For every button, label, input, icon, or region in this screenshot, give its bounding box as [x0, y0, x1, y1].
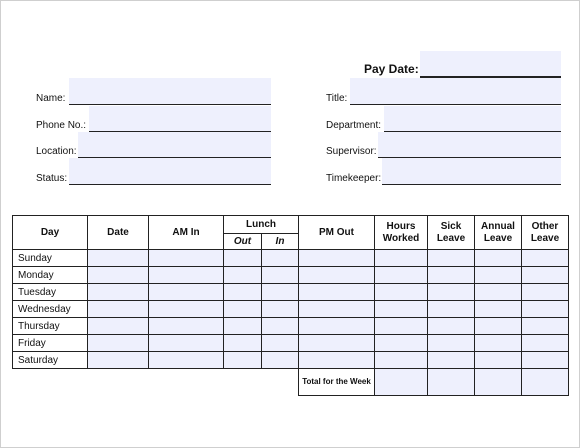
phone-field[interactable]	[89, 106, 271, 132]
pm-out-cell[interactable]	[299, 284, 375, 301]
table-row	[13, 335, 569, 352]
lunch-in-cell[interactable]	[262, 267, 299, 284]
sick-leave-cell[interactable]	[428, 284, 475, 301]
sick-leave-cell[interactable]	[428, 352, 475, 369]
department-label: Department:	[326, 120, 382, 131]
am-in-cell[interactable]	[149, 352, 224, 369]
supervisor-field[interactable]	[378, 132, 561, 158]
col-header-pm-out: PM Out	[299, 216, 375, 250]
table-row	[13, 301, 569, 318]
sick-leave-cell[interactable]	[428, 267, 475, 284]
am-in-cell[interactable]	[149, 267, 224, 284]
annual-leave-cell[interactable]	[475, 284, 522, 301]
lunch-in-cell[interactable]	[262, 250, 299, 267]
timesheet-body	[13, 250, 569, 396]
total-for-week-label: Total for the Week	[299, 369, 375, 396]
date-cell[interactable]	[88, 301, 149, 318]
date-cell[interactable]	[88, 250, 149, 267]
col-header-lunch-in: In	[262, 234, 299, 250]
table-row	[13, 284, 569, 301]
lunch-in-cell[interactable]	[262, 318, 299, 335]
annual-leave-cell[interactable]	[475, 335, 522, 352]
sick-leave-cell[interactable]	[428, 250, 475, 267]
col-header-date: Date	[88, 216, 149, 250]
date-cell[interactable]	[88, 267, 149, 284]
pay-date-label: Pay Date:	[364, 62, 419, 76]
table-row	[13, 250, 569, 267]
other-leave-cell[interactable]	[522, 284, 569, 301]
title-label: Title:	[326, 93, 348, 104]
hours-worked-cell[interactable]	[375, 267, 428, 284]
am-in-cell[interactable]	[149, 284, 224, 301]
phone-label: Phone No.:	[36, 120, 87, 131]
timesheet-table	[12, 215, 569, 396]
date-cell[interactable]	[88, 284, 149, 301]
table-row	[13, 352, 569, 369]
annual-leave-cell[interactable]	[475, 250, 522, 267]
lunch-out-cell[interactable]	[224, 318, 262, 335]
annual-leave-cell[interactable]	[475, 318, 522, 335]
other-leave-cell[interactable]	[522, 301, 569, 318]
hours-worked-cell[interactable]	[375, 284, 428, 301]
sick-leave-cell[interactable]	[428, 318, 475, 335]
supervisor-label: Supervisor:	[326, 146, 377, 157]
hours-worked-cell[interactable]	[375, 250, 428, 267]
title-field[interactable]	[350, 78, 561, 105]
annual-leave-cell[interactable]	[475, 301, 522, 318]
pm-out-cell[interactable]	[299, 318, 375, 335]
day-label: Tuesday	[13, 284, 88, 301]
pm-out-cell[interactable]	[299, 301, 375, 318]
day-label: Saturday	[13, 352, 88, 369]
col-header-annual-leave: Annual Leave	[475, 216, 522, 250]
lunch-out-cell[interactable]	[224, 284, 262, 301]
day-label: Monday	[13, 267, 88, 284]
day-label: Wednesday	[13, 301, 88, 318]
col-header-day: Day	[13, 216, 88, 250]
am-in-cell[interactable]	[149, 318, 224, 335]
sick-leave-cell[interactable]	[428, 335, 475, 352]
date-cell[interactable]	[88, 318, 149, 335]
day-label: Sunday	[13, 250, 88, 267]
hours-worked-cell[interactable]	[375, 301, 428, 318]
other-leave-cell[interactable]	[522, 250, 569, 267]
pm-out-cell[interactable]	[299, 352, 375, 369]
pm-out-cell[interactable]	[299, 335, 375, 352]
timekeeper-label: Timekeeper:	[326, 173, 382, 184]
pm-out-cell[interactable]	[299, 250, 375, 267]
timekeeper-field[interactable]	[382, 158, 561, 185]
lunch-out-cell[interactable]	[224, 267, 262, 284]
other-leave-cell[interactable]	[522, 335, 569, 352]
department-field[interactable]	[384, 106, 561, 132]
annual-leave-cell[interactable]	[475, 352, 522, 369]
pm-out-cell[interactable]	[299, 267, 375, 284]
name-label: Name:	[36, 93, 66, 104]
date-cell[interactable]	[88, 352, 149, 369]
am-in-cell[interactable]	[149, 335, 224, 352]
status-label: Status:	[36, 173, 68, 184]
pay-date-field[interactable]	[420, 51, 561, 78]
col-header-lunch: Lunch	[224, 216, 299, 234]
location-field[interactable]	[78, 132, 271, 158]
total-sick-leave-cell[interactable]	[428, 369, 475, 396]
hours-worked-cell[interactable]	[375, 335, 428, 352]
lunch-out-cell[interactable]	[224, 250, 262, 267]
other-leave-cell[interactable]	[522, 267, 569, 284]
location-label: Location:	[36, 146, 77, 157]
col-header-sick-leave: Sick Leave	[428, 216, 475, 250]
other-leave-cell[interactable]	[522, 318, 569, 335]
col-header-hours-worked: Hours Worked	[375, 216, 428, 250]
date-cell[interactable]	[88, 335, 149, 352]
lunch-out-cell[interactable]	[224, 335, 262, 352]
status-field[interactable]	[69, 158, 271, 185]
sick-leave-cell[interactable]	[428, 301, 475, 318]
day-label: Friday	[13, 335, 88, 352]
col-header-other-leave: Other Leave	[522, 216, 569, 250]
col-header-lunch-out: Out	[224, 234, 262, 250]
total-row	[13, 369, 569, 396]
name-field[interactable]	[69, 78, 271, 105]
lunch-in-cell[interactable]	[262, 352, 299, 369]
lunch-out-cell[interactable]	[224, 301, 262, 318]
hours-worked-cell[interactable]	[375, 318, 428, 335]
lunch-in-cell[interactable]	[262, 301, 299, 318]
total-other-leave-cell[interactable]	[522, 369, 569, 396]
table-row	[13, 267, 569, 284]
total-hours-worked-cell[interactable]	[375, 369, 428, 396]
hours-worked-cell[interactable]	[375, 352, 428, 369]
total-annual-leave-cell[interactable]	[475, 369, 522, 396]
lunch-in-cell[interactable]	[262, 284, 299, 301]
table-row	[13, 318, 569, 335]
other-leave-cell[interactable]	[522, 352, 569, 369]
lunch-out-cell[interactable]	[224, 352, 262, 369]
am-in-cell[interactable]	[149, 250, 224, 267]
col-header-am-in: AM In	[149, 216, 224, 250]
lunch-in-cell[interactable]	[262, 335, 299, 352]
am-in-cell[interactable]	[149, 301, 224, 318]
day-label: Thursday	[13, 318, 88, 335]
annual-leave-cell[interactable]	[475, 267, 522, 284]
